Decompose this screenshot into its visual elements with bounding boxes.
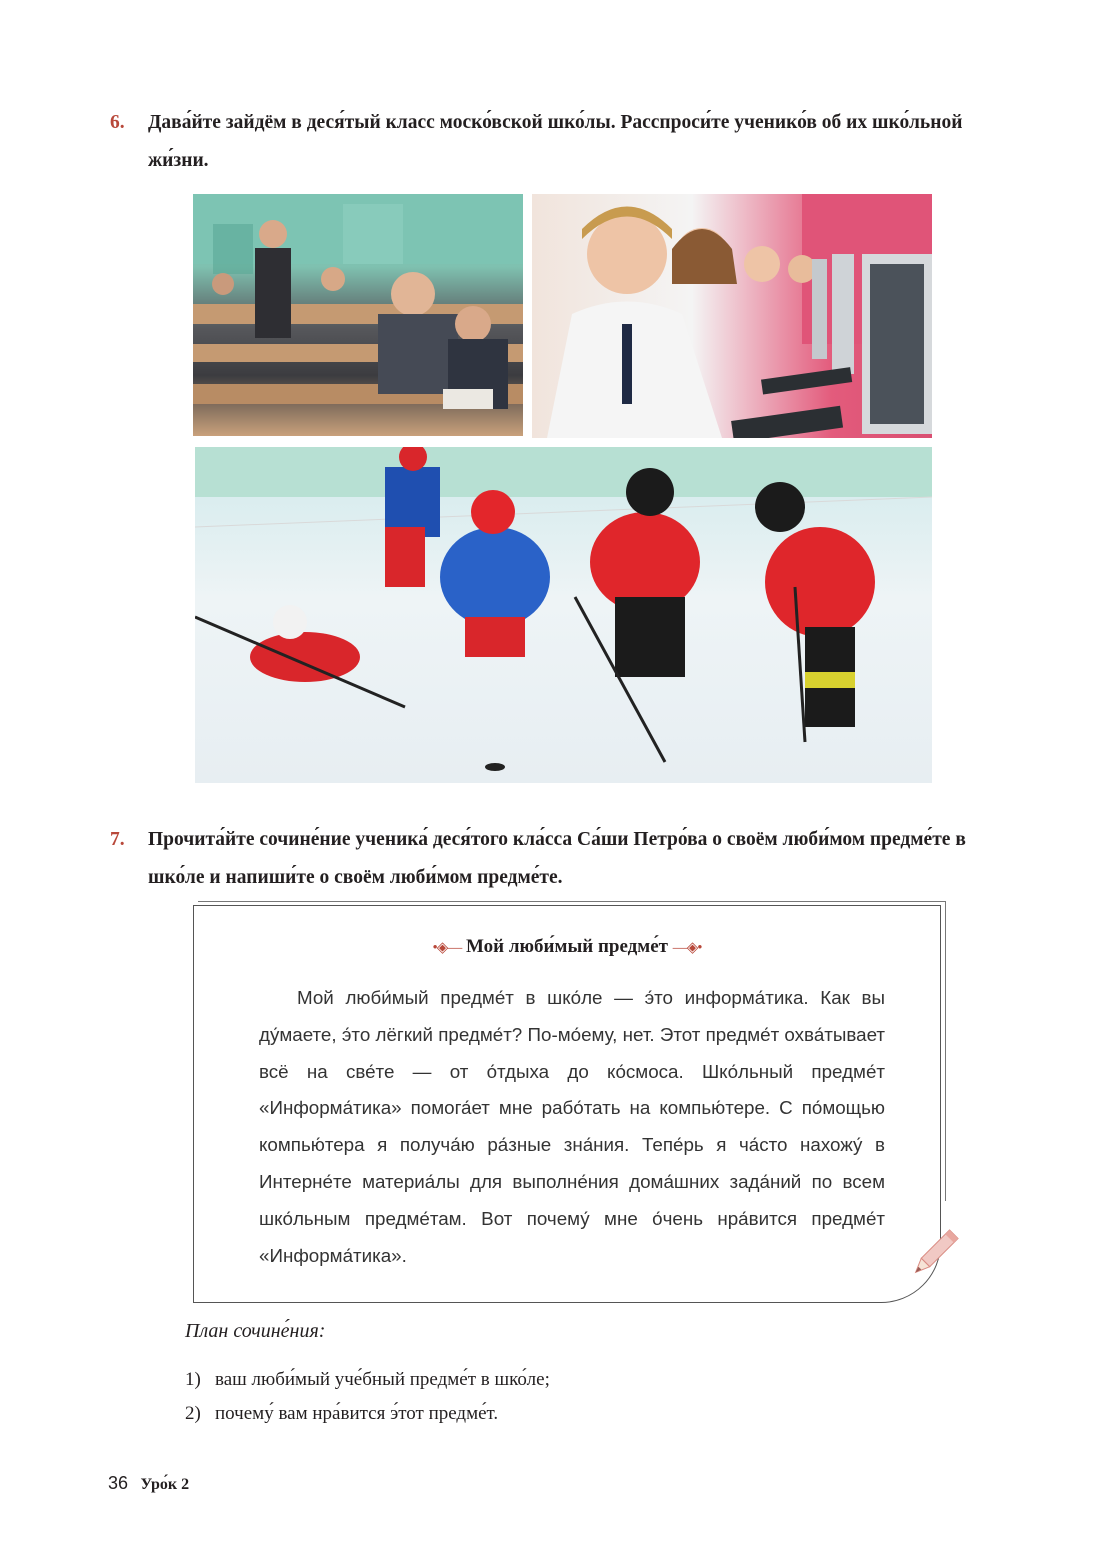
plan-item-text: почему́ вам нра́вится э́тот предме́т. — [215, 1403, 499, 1424]
plan-item-number: 2) — [185, 1403, 201, 1424]
essay-box — [193, 905, 941, 1303]
classroom-illustration — [193, 194, 523, 436]
plan-item-text: ваш люби́мый уче́бный предме́т в шко́ле; — [215, 1369, 550, 1390]
task-6-text: Дава́йте зайдём в деся́тый класс моско́вской шко́лы. Расспроси́те ученико́в об их шко́льной жи́зни. — [148, 112, 963, 171]
page-number: 36 — [108, 1473, 129, 1493]
essay-title — [194, 936, 940, 958]
essay-body: Мой люби́мый предме́т в шко́ле — э́то информа́тика. Как вы ду́маете, э́то лёгкий предме́т? По-мо́ему, нет. Этот предме́т охва́тывает всё на све́те — от о́тдыха до ко́смоса. Шко́льный предме́т «Информа́тика» помога́ет мне рабо́тать на компью́тере. С по́мощью компью́тера я получа́ю ра́зные зна́ния. Тепе́рь я ча́сто нахожу́ в Интерне́те материа́лы для выполне́ния дома́шних зада́ний по всем шко́льным предме́там. Вот почему́ мне о́чень нра́вится предме́т «Информа́тика». — [259, 987, 885, 1266]
lesson-label: Уро́к 2 — [140, 1476, 190, 1493]
ornament-right-icon: —◈• — [672, 940, 702, 956]
ice-hockey-photo — [195, 447, 932, 783]
plan-list — [185, 1363, 550, 1431]
task-7-text: Прочита́йте сочине́ние ученика́ деся́того кла́сса Са́ши Петро́ва о своём люби́мом предме́те в шко́ле и напиши́те о своём люби́мом предме́те. — [148, 829, 966, 888]
ornament-left-icon: •◈— — [432, 940, 462, 956]
task-6 — [110, 104, 990, 180]
pencil-icon — [906, 1226, 962, 1282]
computer-lab-illustration — [532, 194, 932, 438]
hockey-illustration — [195, 447, 932, 783]
task-7-number: 7. — [110, 829, 125, 850]
essay-title-text: Мой люби́мый предме́т — [466, 936, 668, 957]
plan-item — [185, 1363, 550, 1397]
task-6-number: 6. — [110, 112, 125, 133]
plan-item — [185, 1397, 550, 1431]
task-7 — [110, 821, 990, 897]
page-footer — [108, 1473, 189, 1494]
computer-lab-photo — [532, 194, 932, 438]
plan-title: План сочине́ния: — [185, 1320, 326, 1342]
plan-item-number: 1) — [185, 1369, 201, 1390]
classroom-photo — [193, 194, 523, 436]
